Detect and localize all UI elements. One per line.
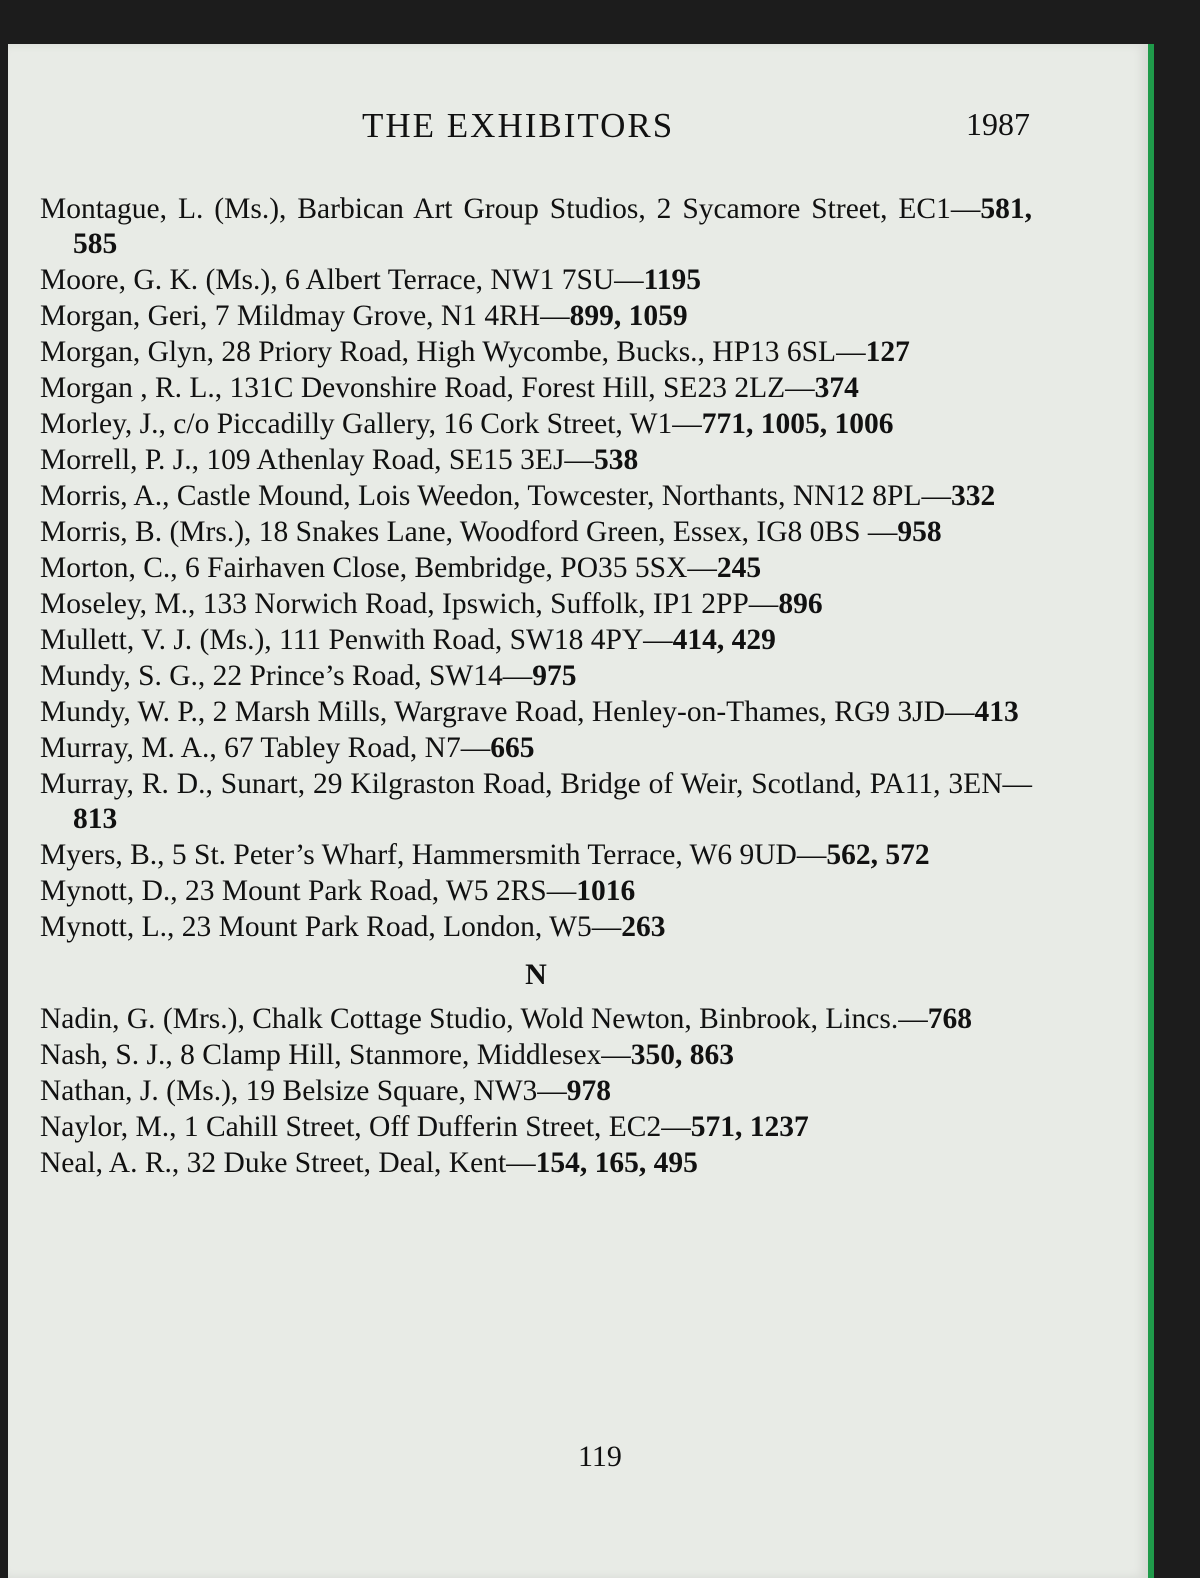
exhibitor-address: Mundy, S. G., 22 Prince’s Road, SW14—: [40, 660, 533, 692]
exhibitor-address: Murray, M. A., 67 Tabley Road, N7—: [40, 732, 491, 764]
page-title: THE EXHIBITORS: [362, 106, 675, 145]
exhibitor-entry: [40, 479, 1032, 514]
exhibitor-address: Morris, A., Castle Mound, Lois Weedon, Towcester, Northants, NN12 8PL—: [40, 480, 951, 512]
exhibitor-address: Myers, B., 5 St. Peter’s Wharf, Hammersmith Terrace, W6 9UD—: [40, 839, 827, 871]
exhibit-numbers: 413: [974, 696, 1019, 728]
exhibitor-entry: [40, 1038, 1032, 1073]
exhibitor-entry: [40, 335, 1032, 370]
exhibit-numbers: 1195: [643, 264, 702, 296]
exhibit-numbers: 414, 429: [672, 624, 776, 656]
exhibit-numbers: 813: [73, 803, 118, 835]
exhibitor-entry: [40, 192, 1032, 262]
section-n: [40, 1002, 1032, 1181]
exhibitor-address: Mynott, L., 23 Mount Park Road, London, W5—: [40, 911, 622, 943]
exhibitor-entry: [40, 263, 1032, 298]
exhibit-numbers: 350, 863: [630, 1039, 735, 1071]
exhibitor-address: Nadin, G. (Mrs.), Chalk Cottage Studio, Wold Newton, Binbrook, Lincs.—: [40, 1003, 928, 1035]
exhibit-numbers: 127: [865, 336, 910, 368]
exhibitor-entry: [40, 515, 1032, 550]
exhibitor-address: Morton, C., 6 Fairhaven Close, Bembridge, PO35 5SX—: [40, 552, 717, 584]
section-m: [40, 192, 1032, 945]
exhibit-numbers: 245: [716, 552, 762, 584]
exhibit-numbers: 975: [532, 660, 577, 692]
exhibitor-address: Neal, A. R., 32 Duke Street, Deal, Kent—: [40, 1147, 536, 1179]
exhibit-numbers: 562, 572: [826, 839, 930, 871]
exhibitor-address: Mynott, D., 23 Mount Park Road, W5 2RS—: [40, 875, 577, 907]
exhibit-numbers: 771, 1005, 1006: [701, 408, 894, 440]
exhibit-numbers: 896: [778, 588, 823, 620]
exhibitor-entry: [40, 874, 1032, 909]
exhibitor-address: Naylor, M., 1 Cahill Street, Off Dufferin Street, EC2—: [40, 1111, 691, 1143]
exhibitor-entry: [40, 1002, 1032, 1037]
exhibitor-address: Mullett, V. J. (Ms.), 111 Penwith Road, SW18 4PY—: [40, 624, 673, 656]
exhibit-numbers: 978: [566, 1075, 612, 1107]
exhibitor-entry: [40, 695, 1032, 730]
exhibitor-address: Morley, J., c/o Piccadilly Gallery, 16 Cork Street, W1—: [40, 408, 702, 440]
exhibitor-entry: [40, 623, 1032, 658]
exhibitor-address: Morgan, Geri, 7 Mildmay Grove, N1 4RH—: [40, 300, 570, 332]
exhibit-numbers: 1016: [576, 875, 636, 907]
exhibit-numbers: 571, 1237: [690, 1111, 809, 1143]
exhibitor-entry: [40, 443, 1032, 478]
exhibitor-entry: [40, 1074, 1032, 1109]
exhibit-numbers: 538: [593, 444, 639, 476]
exhibitor-entry: [40, 551, 1032, 586]
page-year: 1987: [966, 106, 1030, 142]
exhibitor-entry: [40, 910, 1032, 945]
exhibitor-entry: [40, 767, 1032, 837]
exhibitor-entry: [40, 1146, 1032, 1181]
exhibitor-address: Morrell, P. J., 109 Athenlay Road, SE15 3EJ—: [40, 444, 594, 476]
exhibit-numbers: 768: [927, 1003, 973, 1035]
exhibitor-entry: [40, 659, 1032, 694]
exhibitor-entry: [40, 299, 1032, 334]
exhibitor-entry: [40, 587, 1032, 622]
exhibit-numbers: 958: [897, 516, 942, 548]
exhibitor-address: Morris, B. (Mrs.), 18 Snakes Lane, Woodford Green, Essex, IG8 0BS —: [40, 516, 898, 548]
exhibitor-address: Mundy, W. P., 2 Marsh Mills, Wargrave Road, Henley-on-Thames, RG9 3JD—: [40, 696, 975, 728]
exhibitor-address: Murray, R. D., Sunart, 29 Kilgraston Road, Bridge of Weir, Scotland, PA11, 3EN—: [40, 768, 1032, 800]
exhibit-numbers: 581, 585: [73, 193, 1032, 260]
exhibit-numbers: 665: [490, 732, 535, 764]
exhibitor-entry: [40, 731, 1032, 766]
exhibitor-address: Moore, G. K. (Ms.), 6 Albert Terrace, NW1 7SU—: [40, 264, 644, 296]
exhibitor-address: Moseley, M., 133 Norwich Road, Ipswich, Suffolk, IP1 2PP—: [40, 588, 779, 620]
exhibitor-address: Morgan , R. L., 131C Devonshire Road, Forest Hill, SE23 2LZ—: [40, 372, 815, 404]
exhibitor-entry: [40, 407, 1032, 442]
page-edge: [1148, 44, 1154, 1578]
section-heading-n: N: [525, 958, 547, 991]
page-number: 119: [578, 1440, 622, 1473]
exhibitor-list: [40, 192, 1032, 1182]
exhibitor-address: Nathan, J. (Ms.), 19 Belsize Square, NW3—: [40, 1075, 567, 1107]
page-header: [0, 106, 1200, 150]
exhibit-numbers: 332: [951, 480, 996, 512]
exhibit-numbers: 374: [814, 372, 859, 404]
exhibit-numbers: 263: [621, 911, 666, 943]
exhibit-numbers: 899, 1059: [569, 300, 688, 332]
exhibitor-address: Montague, L. (Ms.), Barbican Art Group Studios, 2 Sycamore Street, EC1—: [40, 193, 981, 225]
exhibitor-address: Morgan, Glyn, 28 Priory Road, High Wycombe, Bucks., HP13 6SL—: [40, 336, 866, 368]
exhibitor-address: Nash, S. J., 8 Clamp Hill, Stanmore, Middlesex—: [40, 1039, 631, 1071]
exhibitor-entry: [40, 371, 1032, 406]
exhibit-numbers: 154, 165, 495: [535, 1147, 698, 1179]
exhibitor-entry: [40, 1110, 1032, 1145]
exhibitor-entry: [40, 838, 1032, 873]
